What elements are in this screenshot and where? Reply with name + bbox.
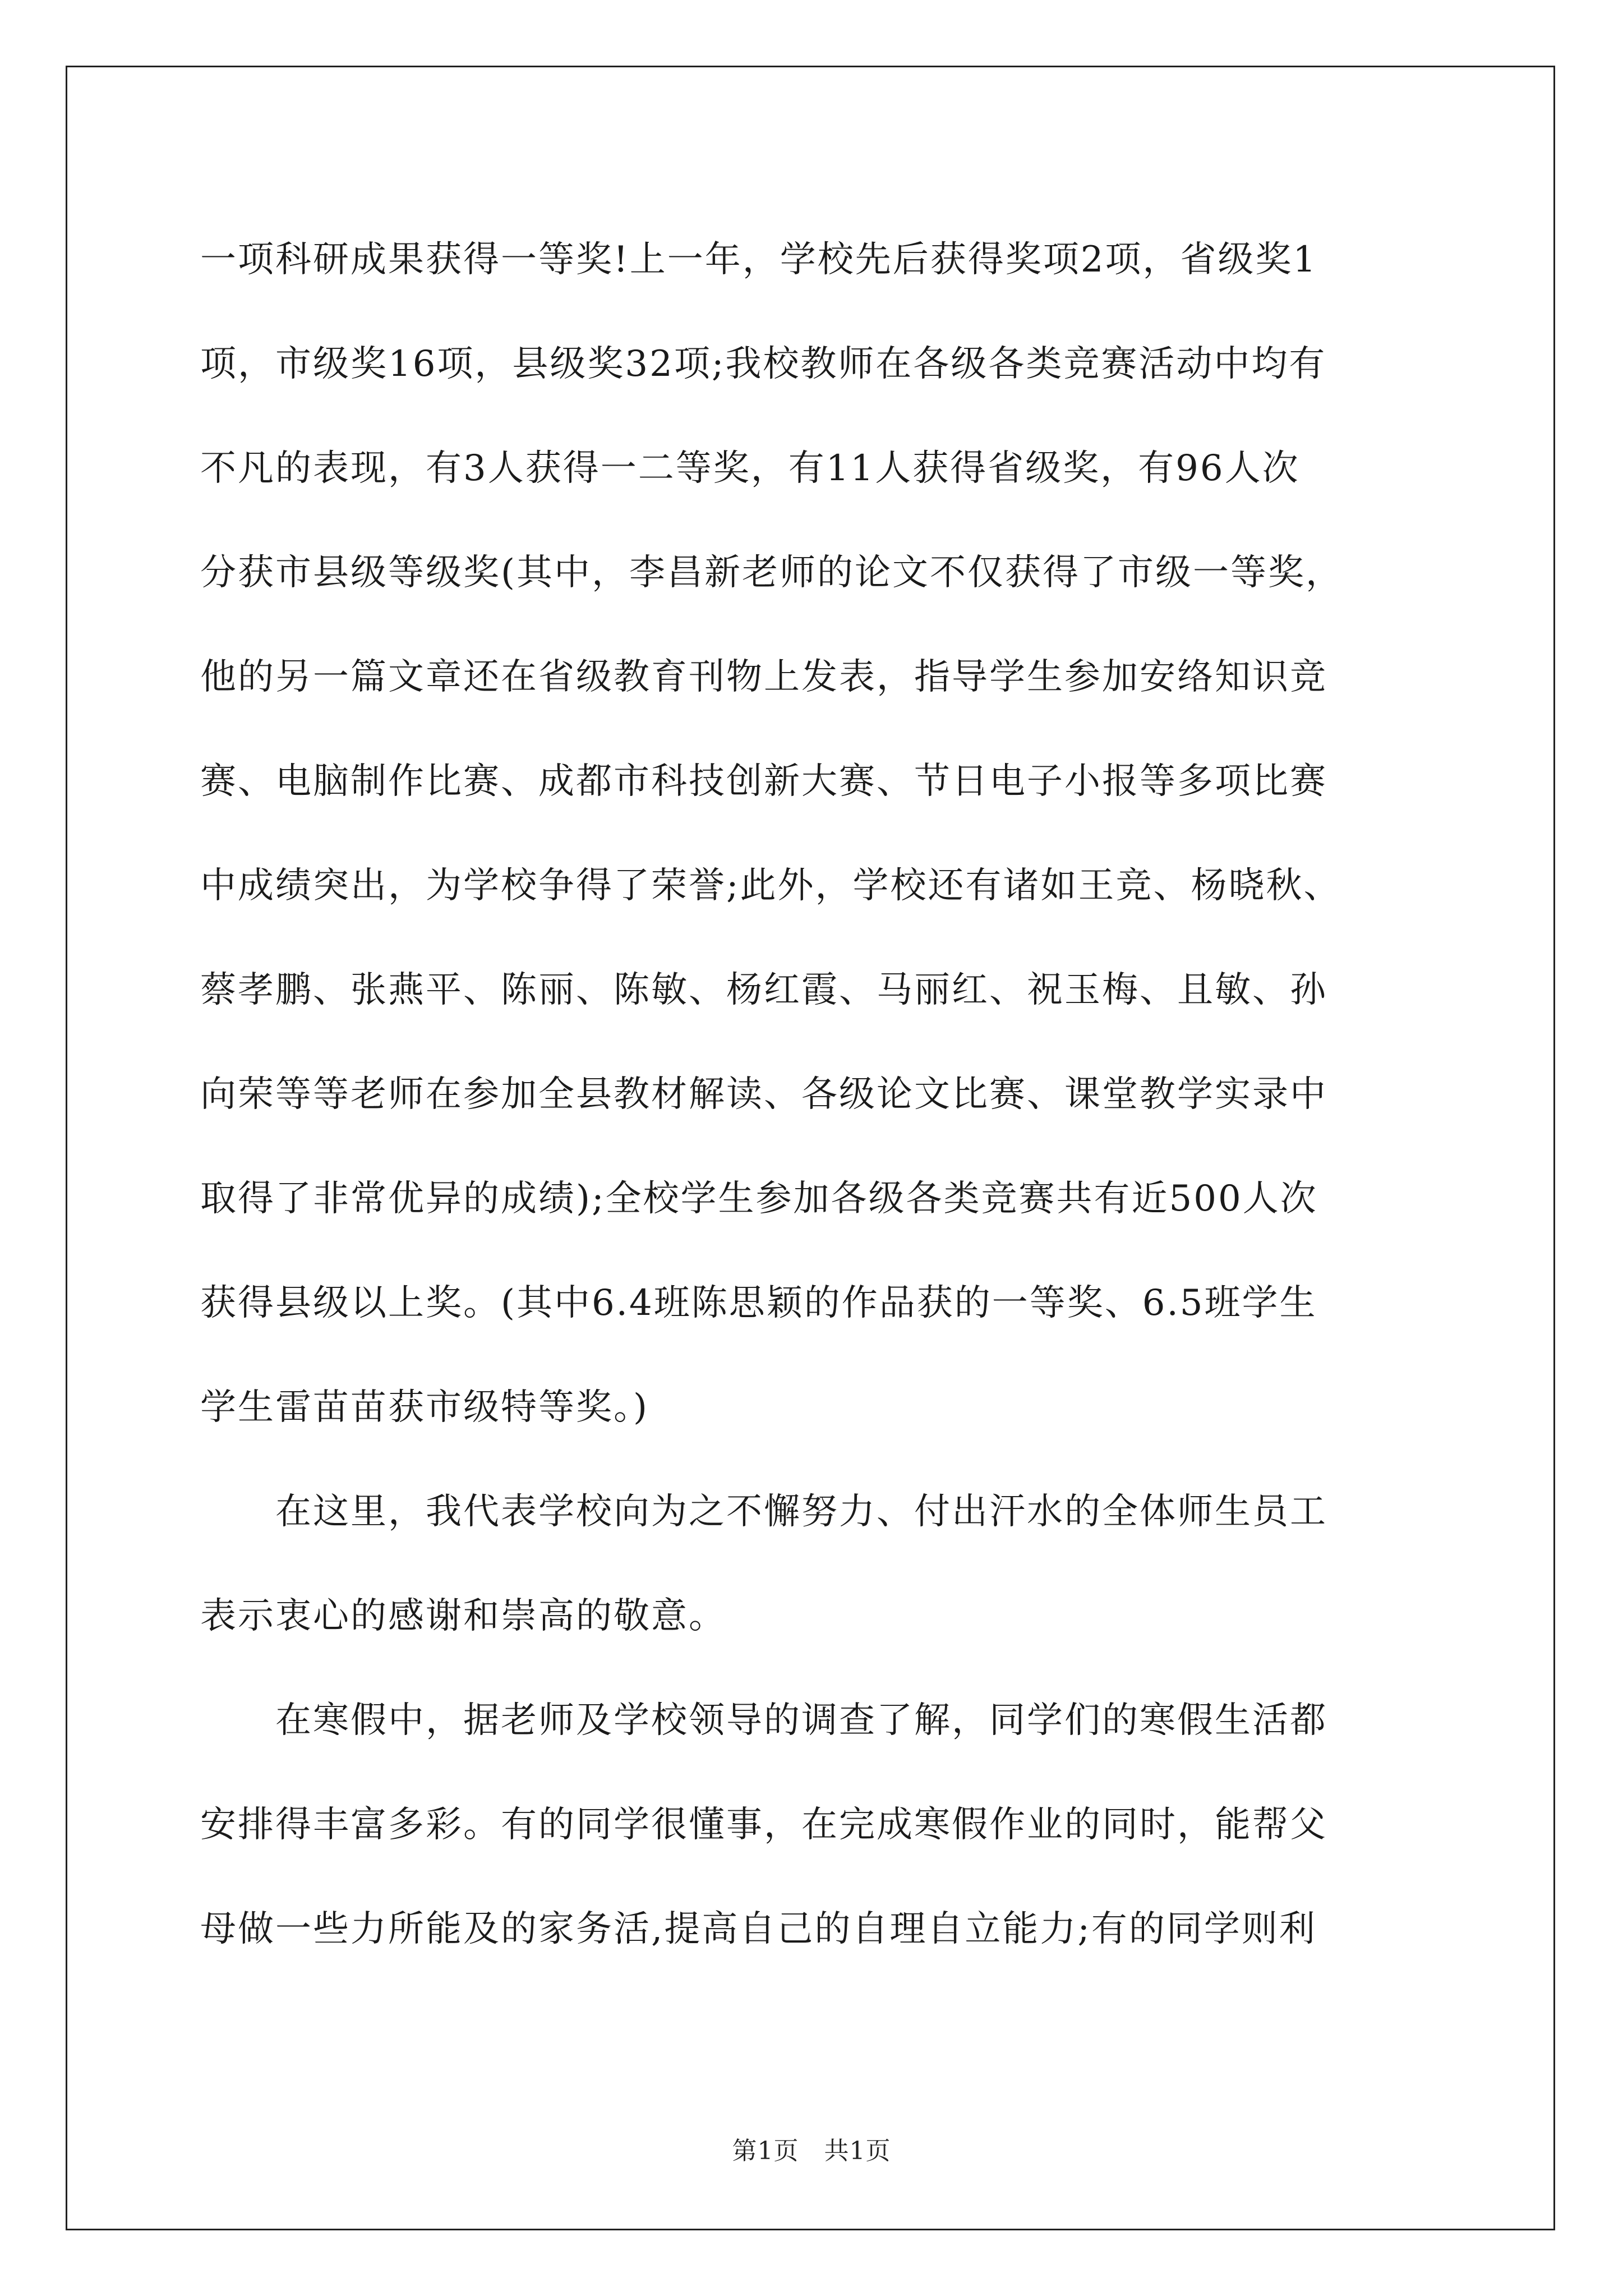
- text-line: 中成绩突出，为学校争得了荣誉;此外，学校还有诸如王竞、杨晓秋、: [200, 865, 1341, 907]
- text-line: 一项科研成果获得一等奖!上一年，学校先后获得奖项2项，省级奖1: [200, 239, 1318, 280]
- page-number-footer: 第1页 共1页: [732, 2137, 891, 2165]
- text-line: 获得县级以上奖。(其中6.4班陈思颖的作品获的一等奖、6.5班学生: [200, 1282, 1317, 1324]
- text-line: 不凡的表现，有3人获得一二等奖，有11人获得省级奖，有96人次: [200, 448, 1300, 489]
- text-line: 他的另一篇文章还在省级教育刊物上发表，指导学生参加安络知识竞: [200, 656, 1327, 698]
- text-line: 分获市县级等级奖(其中，李昌新老师的论文不仅获得了市级一等奖，: [200, 552, 1343, 593]
- text-line: 向荣等等老师在参加全县教材解读、各级论文比赛、课堂教学实录中: [200, 1074, 1327, 1115]
- text-line: 表示衷心的感谢和崇高的敬意。: [200, 1595, 726, 1637]
- document-body: [200, 208, 1423, 1981]
- text-line: 赛、电脑制作比赛、成都市科技创新大赛、节日电子小报等多项比赛: [200, 761, 1327, 802]
- text-line: 项，市级奖16项，县级奖32项;我校教师在各级各类竞赛活动中均有: [200, 343, 1327, 385]
- text-line: 取得了非常优异的成绩);全校学生参加各级各类竞赛共有近500人次: [200, 1178, 1318, 1220]
- text-line: 在这里，我代表学校向为之不懈努力、付出汗水的全体师生员工: [200, 1491, 1327, 1533]
- text-line: 母做一些力所能及的家务活,提高自己的自理自立能力;有的同学则利: [200, 1908, 1317, 1950]
- text-line: 蔡孝鹏、张燕平、陈丽、陈敏、杨红霞、马丽红、祝玉梅、且敏、孙: [200, 969, 1327, 1011]
- text-line: 在寒假中，据老师及学校领导的调查了解，同学们的寒假生活都: [200, 1700, 1327, 1741]
- text-line: 安排得丰富多彩。有的同学很懂事，在完成寒假作业的同时，能帮父: [200, 1804, 1327, 1846]
- text-line: 学生雷苗苗获市级特等奖。): [200, 1387, 649, 1428]
